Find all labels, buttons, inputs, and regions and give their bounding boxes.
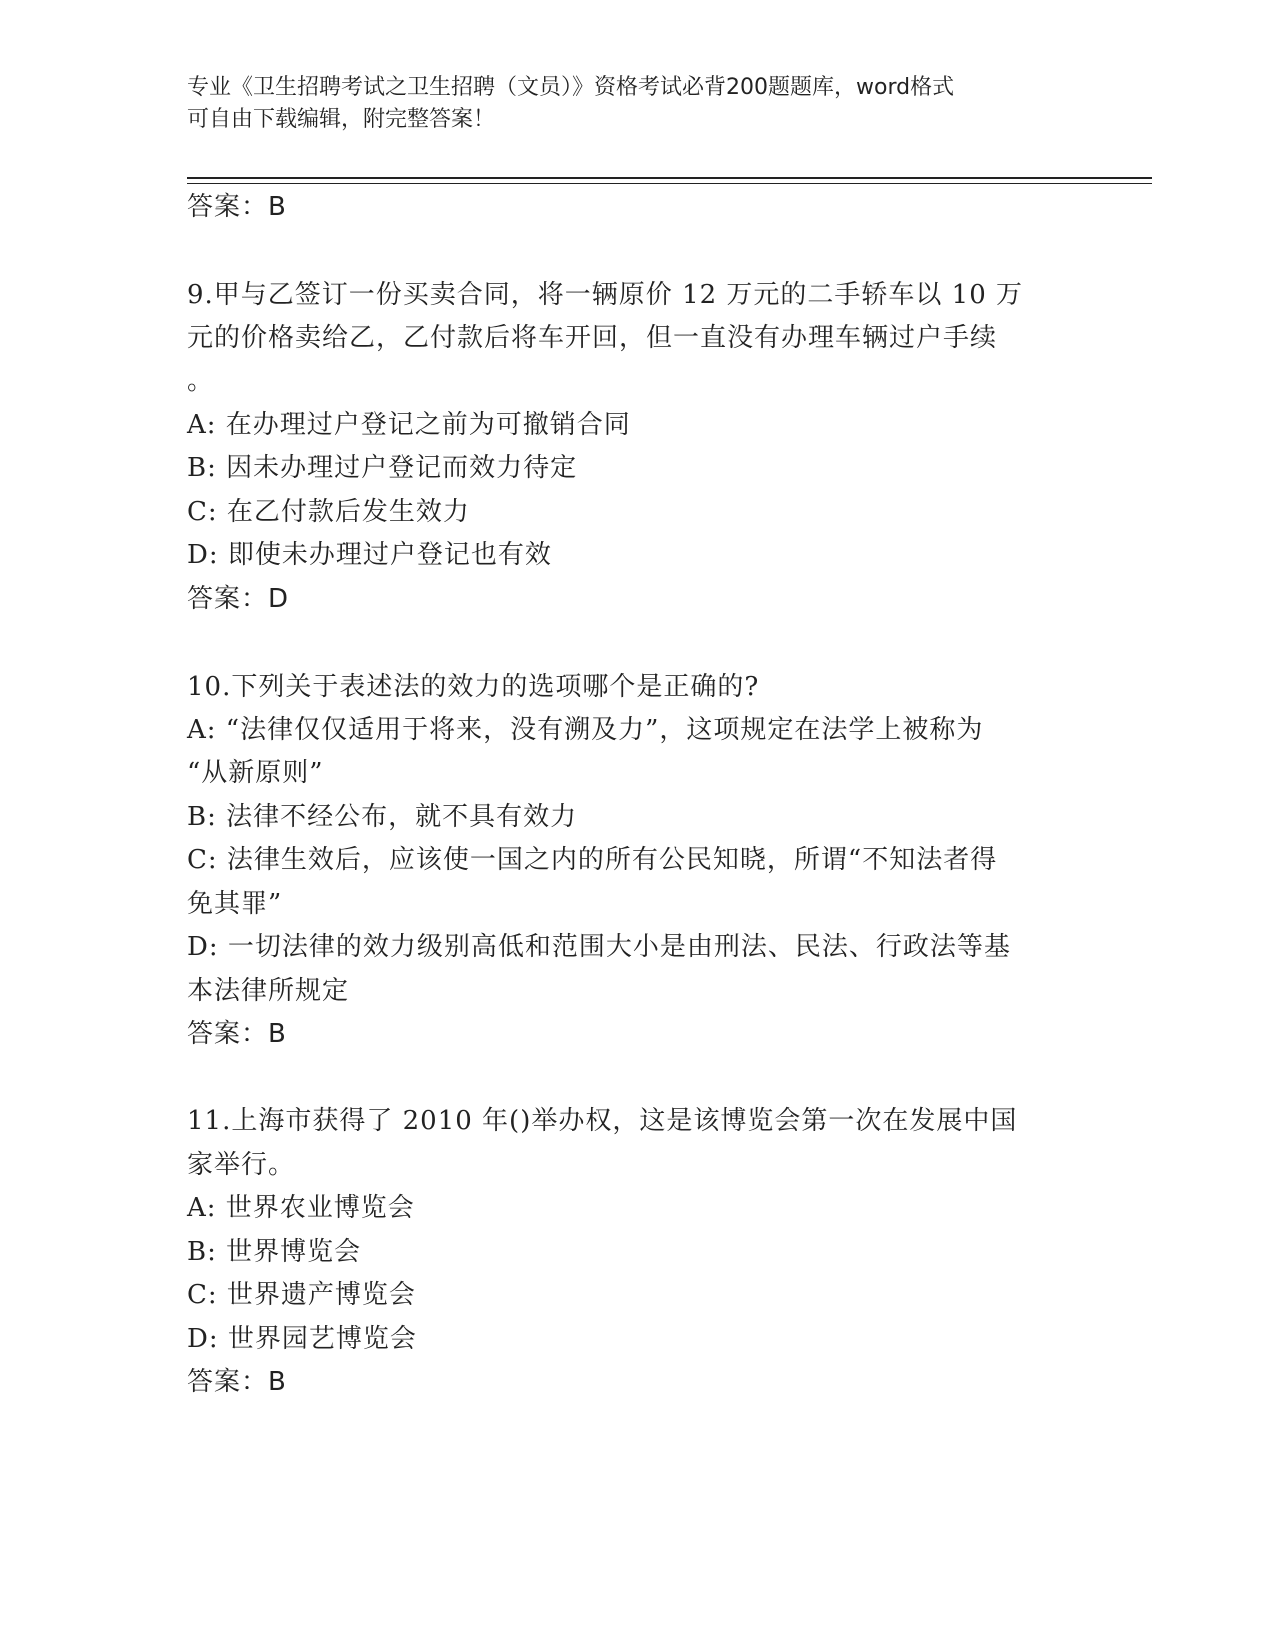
question-10-option-c-line-2: 免其罪”: [187, 889, 283, 919]
question-11-option-b: B: 世界博览会: [187, 1237, 362, 1267]
previous-answer: 答案：B: [187, 192, 287, 222]
question-9-stem-line-1: 9.甲与乙签订一份买卖合同，将一辆原价 12 万元的二手轿车以 10 万: [187, 280, 1024, 310]
header-rule-thick: [187, 177, 1152, 179]
question-10-option-d-line-1: D: 一切法律的效力级别高低和范围大小是由刑法、民法、行政法等基: [187, 932, 1011, 962]
question-9-option-d: D: 即使未办理过户登记也有效: [187, 540, 552, 570]
question-9-answer: 答案：D: [187, 584, 290, 614]
question-11-option-a: A: 世界农业博览会: [187, 1193, 415, 1223]
question-9-stem-line-3: 。: [187, 366, 215, 396]
document-header: [187, 72, 1067, 136]
question-9-stem-line-2: 元的价格卖给乙，乙付款后将车开回，但一直没有办理车辆过户手续: [187, 323, 998, 353]
question-10-option-a-line-2: “从新原则”: [187, 758, 324, 788]
header-line-1: 专业《卫生招聘考试之卫生招聘（文员）》资格考试必背200题题库，word格式: [187, 75, 955, 100]
question-9-option-a: A: 在办理过户登记之前为可撤销合同: [187, 410, 631, 440]
question-11-answer: 答案：B: [187, 1367, 287, 1397]
question-9-option-b: B: 因未办理过户登记而效力待定: [187, 453, 578, 483]
question-11-stem-line-2: 家举行。: [187, 1150, 296, 1180]
question-11-option-d: D: 世界园艺博览会: [187, 1324, 417, 1354]
question-10-option-c-line-1: C: 法律生效后，应该使一国之内的所有公民知晓，所谓“不知法者得: [187, 845, 998, 875]
question-11-stem-line-1: 11.上海市获得了 2010 年()举办权，这是该博览会第一次在发展中国: [187, 1106, 1018, 1136]
question-10-option-d-line-2: 本法律所规定: [187, 976, 350, 1006]
question-9-option-c: C: 在乙付款后发生效力: [187, 497, 470, 527]
question-10-answer: 答案：B: [187, 1019, 287, 1049]
header-line-2: 可自由下载编辑，附完整答案！: [187, 107, 496, 132]
header-rule-thin: [187, 183, 1152, 184]
question-10-stem-line-1: 10.下列关于表述法的效力的选项哪个是正确的?: [187, 672, 760, 702]
question-10-option-b: B: 法律不经公布，就不具有效力: [187, 802, 578, 832]
question-10-option-a-line-1: A: “法律仅仅适用于将来，没有溯及力”，这项规定在法学上被称为: [187, 715, 984, 745]
question-11-option-c: C: 世界遗产博览会: [187, 1280, 416, 1310]
